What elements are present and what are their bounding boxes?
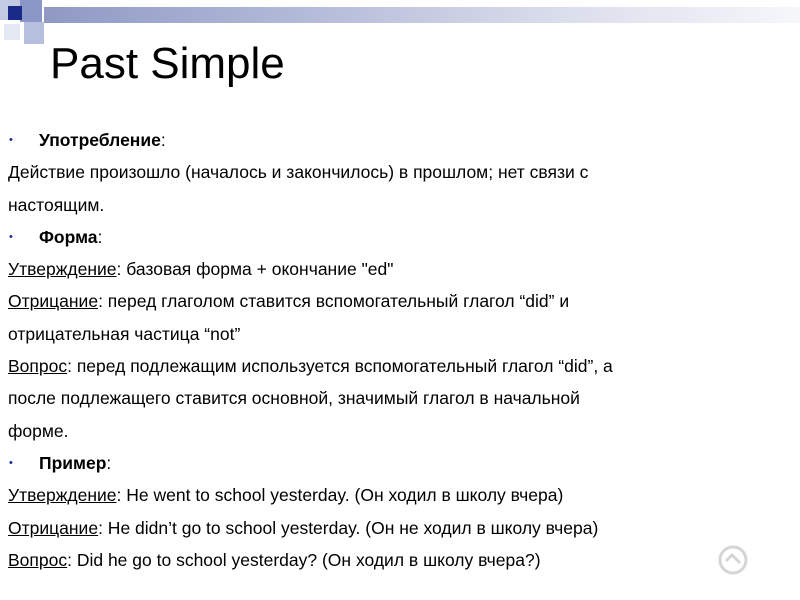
- bullet-icon: •: [9, 230, 13, 243]
- form-question-text-1: : перед подлежащим используется вспомогательный глагол “did”, а: [67, 356, 613, 377]
- usage-text-line-1: Действие произошло (началось и закончилось) в прошлом; нет связи с: [8, 162, 589, 183]
- watermark-logo-icon: [716, 543, 750, 577]
- example-negative-label: Отрицание: [8, 517, 99, 538]
- example-question-line: [8, 544, 796, 576]
- example-affirmative-label: Утверждение: [8, 485, 117, 506]
- decorative-square: [4, 24, 20, 40]
- decorative-square: [8, 6, 22, 20]
- slide-title: Past Simple: [50, 39, 285, 88]
- form-negative-label: Отрицание: [8, 291, 99, 312]
- example-heading-line: [8, 447, 796, 479]
- example-question-text: : Did he go to school yesterday? (Он ходил в школу вчера?): [67, 549, 541, 570]
- example-colon: :: [106, 452, 112, 473]
- form-heading-line: [8, 221, 796, 253]
- form-negative-line-2: отрицательная частица “not”: [8, 323, 241, 344]
- usage-heading-line: [8, 124, 796, 156]
- form-question-line: [8, 350, 796, 382]
- bullet-icon: •: [9, 456, 13, 469]
- example-heading: Пример: [39, 452, 107, 473]
- example-negative-text: : He didn’t go to school yesterday. (Он не ходил в школу вчера): [98, 517, 599, 538]
- bullet-icon: •: [9, 134, 13, 146]
- form-heading: Форма: [39, 226, 98, 247]
- usage-heading: Употребление: [39, 130, 161, 150]
- form-affirmative-line: [8, 253, 796, 285]
- form-colon: :: [97, 226, 103, 247]
- decorative-square: [20, 0, 42, 22]
- slide-body: [8, 124, 796, 576]
- header-gradient-bar: [44, 7, 800, 23]
- decorative-square: [24, 22, 44, 44]
- example-negative-line: [8, 512, 796, 544]
- form-negative-text-1: : перед глаголом ставится вспомогательный глагол “did” и: [98, 291, 570, 312]
- usage-text-line-2: настоящим.: [8, 194, 105, 215]
- form-affirmative-label: Утверждение: [8, 259, 117, 280]
- form-affirmative-text: : базовая форма + окончание "ed": [116, 259, 394, 280]
- example-question-label: Вопрос: [8, 549, 68, 570]
- usage-colon: :: [160, 130, 166, 150]
- form-negative-line: [8, 285, 796, 317]
- example-affirmative-line: [8, 479, 796, 511]
- form-question-line-3: форме.: [8, 420, 69, 441]
- form-question-line-2: после подлежащего ставится основной, значимый глагол в начальной: [8, 388, 580, 409]
- example-affirmative-text: : He went to school yesterday. (Он ходил в школу вчера): [116, 485, 564, 506]
- form-question-label: Вопрос: [8, 356, 68, 377]
